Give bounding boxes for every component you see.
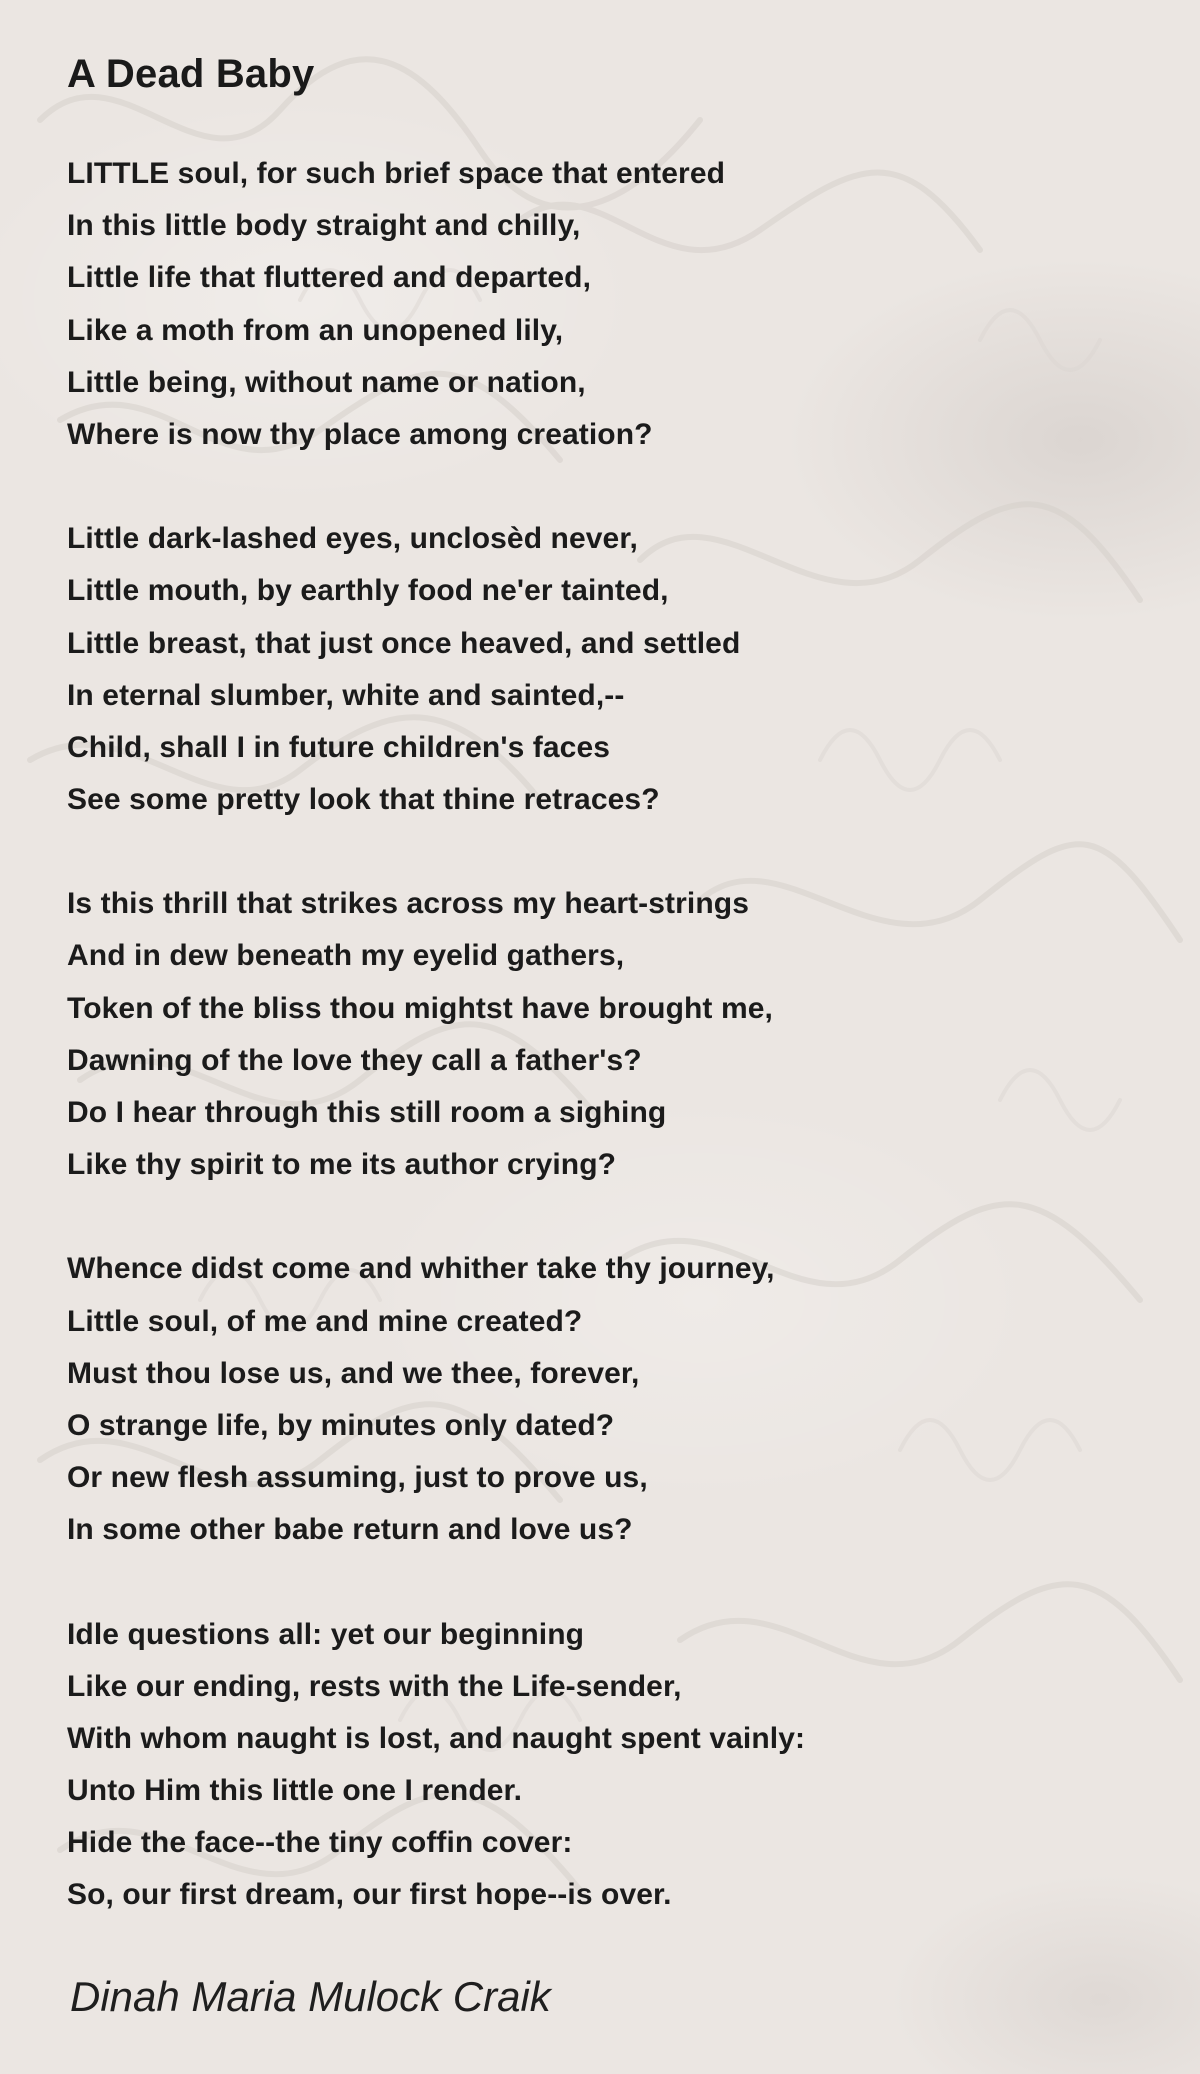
poem-line: Do I hear through this still room a sighing bbox=[67, 1096, 667, 1129]
poem-line: Little mouth, by earthly food ne'er tainted, bbox=[67, 574, 669, 608]
stanza-4 bbox=[67, 1243, 1167, 1556]
poem-line: Idle questions all: yet our beginning bbox=[67, 1617, 585, 1651]
poem-line: And in dew beneath my eyelid gathers, bbox=[67, 939, 625, 973]
poem-line: Little life that fluttered and departed, bbox=[67, 261, 592, 295]
poem-line: Little breast, that just once heaved, and settled bbox=[67, 626, 741, 660]
stanza-2 bbox=[67, 513, 1167, 826]
poem-line: Unto Him this little one I render. bbox=[67, 1774, 523, 1808]
poem-author: Dinah Maria Mulock Craik bbox=[70, 1973, 551, 2020]
poem-line: Like thy spirit to me its author crying? bbox=[67, 1148, 617, 1182]
poem-line: So, our first dream, our first hope--is over. bbox=[67, 1878, 672, 1912]
poem-line: Where is now thy place among creation? bbox=[67, 417, 653, 451]
poem-line: With whom naught is lost, and naught spent vainly: bbox=[67, 1721, 806, 1755]
poem-line: Dawning of the love they call a father's? bbox=[67, 1043, 642, 1077]
poem-line: Like a moth from an unopened lily, bbox=[67, 313, 564, 347]
poem-line: In this little body straight and chilly, bbox=[67, 209, 581, 243]
poem-line: Like our ending, rests with the Life-sender, bbox=[67, 1669, 682, 1703]
poem-line: Is this thrill that strikes across my heart-strings bbox=[67, 887, 749, 921]
stanza-1 bbox=[67, 148, 1167, 461]
poem-line: LITTLE soul, for such brief space that entered bbox=[67, 157, 726, 190]
poem-line: Or new flesh assuming, just to prove us, bbox=[67, 1461, 648, 1495]
poem-line: Little soul, of me and mine created? bbox=[67, 1304, 583, 1338]
poem-line: Token of the bliss thou mightst have brought me, bbox=[67, 991, 773, 1025]
poem-line: Child, shall I in future children's faces bbox=[67, 730, 611, 764]
stanza-3 bbox=[67, 878, 1167, 1191]
poem-line: O strange life, by minutes only dated? bbox=[67, 1408, 615, 1442]
poem-line: Little dark-lashed eyes, unclosèd never, bbox=[67, 522, 638, 556]
poem-line: See some pretty look that thine retraces? bbox=[67, 783, 660, 817]
poem-line: Whence didst come and whither take thy journey, bbox=[67, 1252, 775, 1286]
poem-line: Little being, without name or nation, bbox=[67, 365, 586, 399]
poem-line: In eternal slumber, white and sainted,-- bbox=[67, 678, 625, 712]
poem-body bbox=[67, 148, 1167, 1974]
poem-title: A Dead Baby bbox=[67, 52, 315, 96]
poem-line: Must thou lose us, and we thee, forever, bbox=[67, 1356, 640, 1390]
stanza-5 bbox=[67, 1609, 1167, 1922]
poem-line: Hide the face--the tiny coffin cover: bbox=[67, 1826, 573, 1860]
poem-line: In some other babe return and love us? bbox=[67, 1513, 633, 1547]
